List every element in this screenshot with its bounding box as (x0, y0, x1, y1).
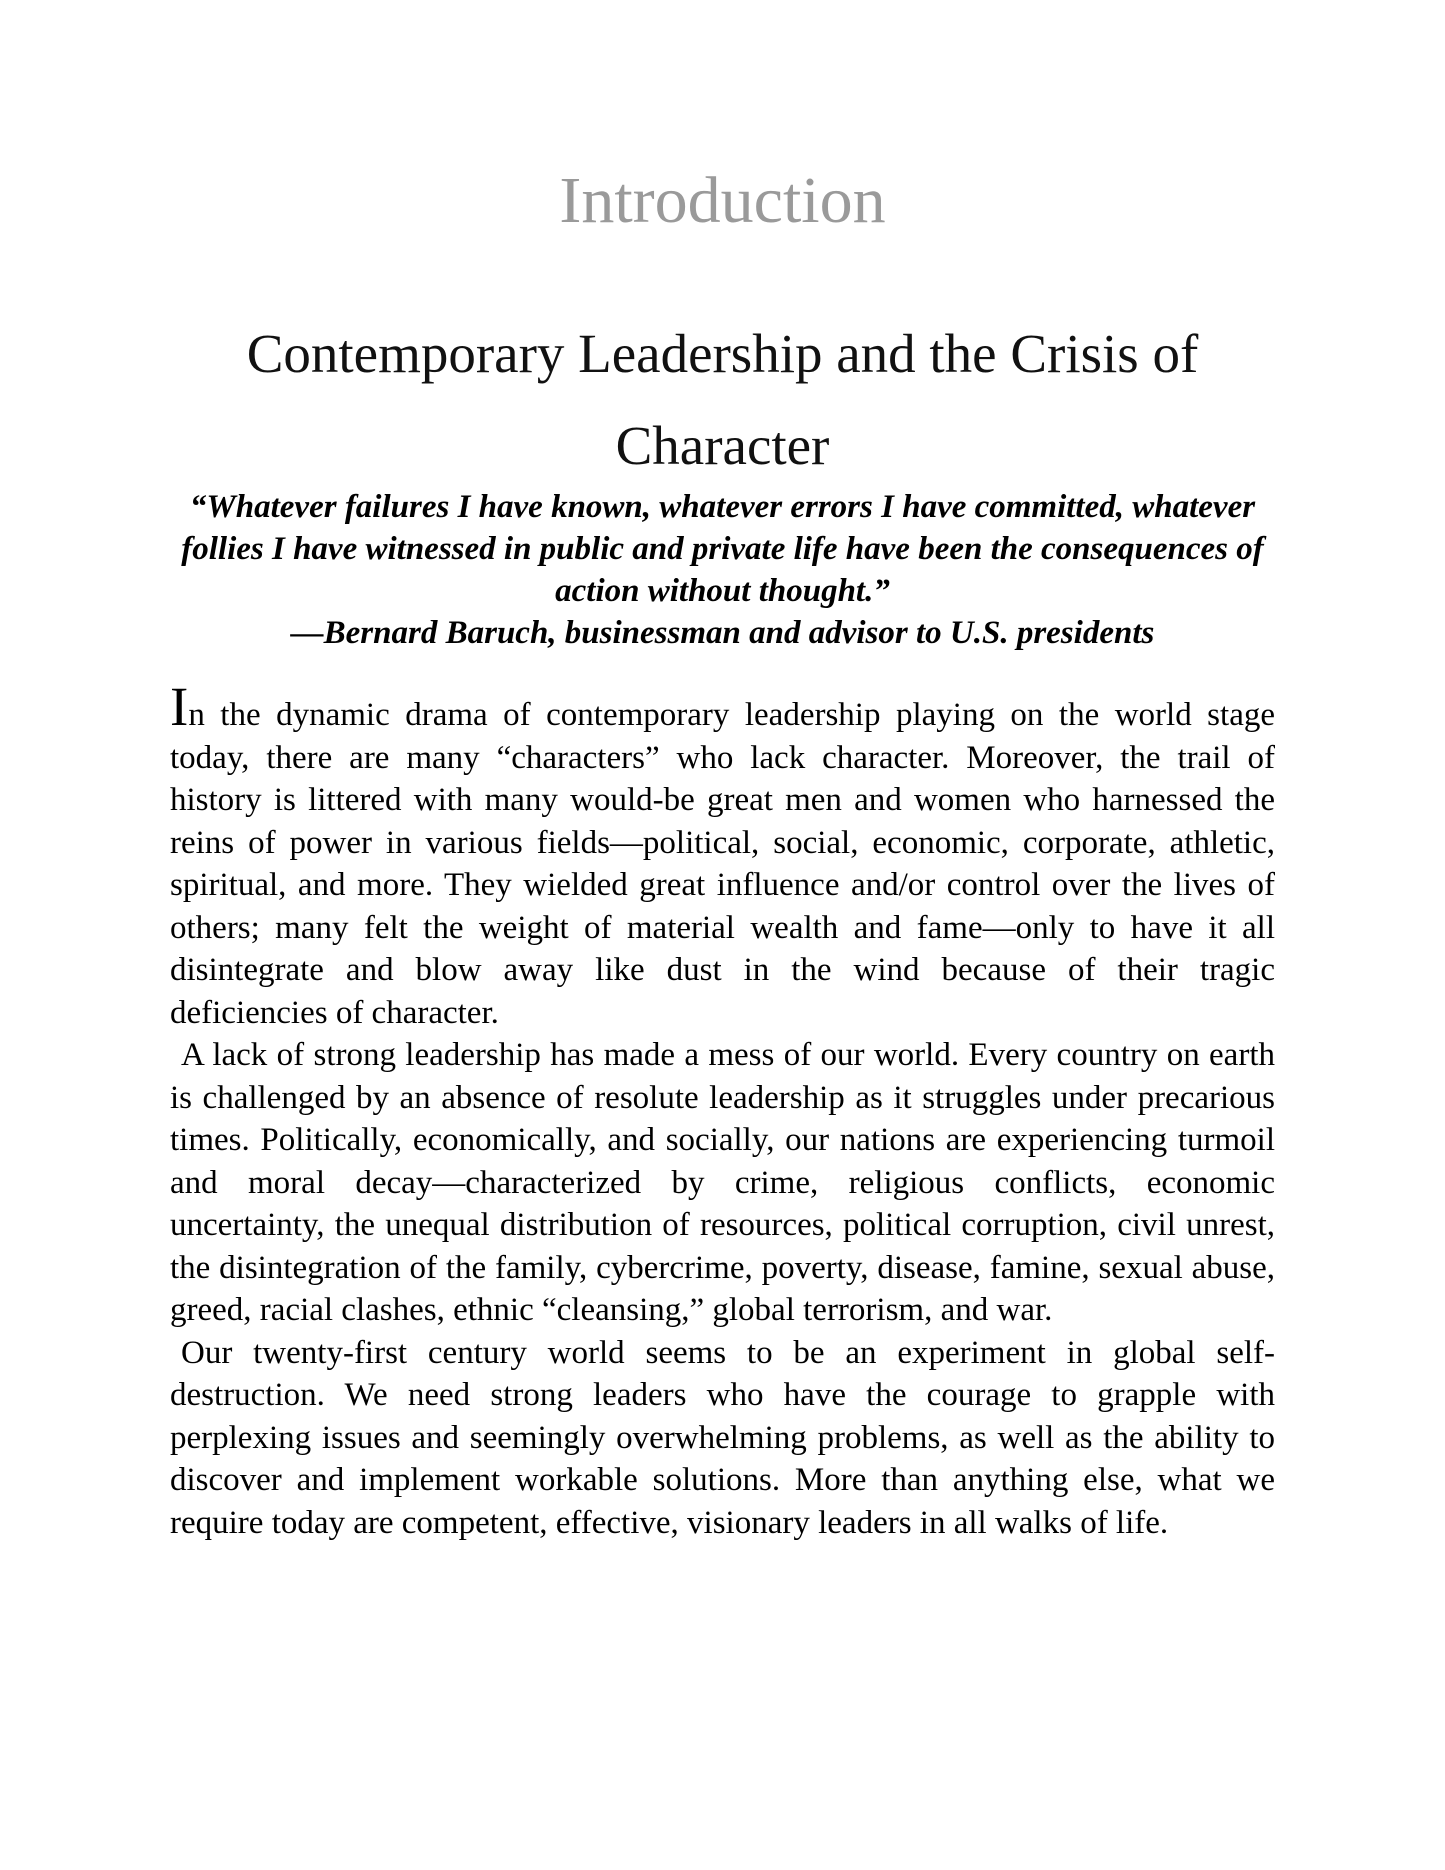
epigraph-attribution: —Bernard Baruch, businessman and advisor to U.S. presidents (290, 615, 1155, 651)
paragraph-text: n the dynamic drama of contemporary leadership playing on the world stage today, there are many “characters” who lack character. Moreover, the trail of history is littered with many would-be great men and women who harnessed the reins of power in various fields—political, social, economic, corporate, athletic, spiritual, and more. They wielded great influence and/or control over the lives of others; many felt the weight of material wealth and fame—only to have it all disintegrate and blow away like dust in the wind because of their tragic deficiencies of character. (170, 697, 1275, 1031)
epigraph (150, 486, 1295, 654)
chapter-title: Contemporary Leadership and the Crisis of Character (246, 323, 1199, 476)
body-text (170, 676, 1275, 1544)
paragraph: A lack of strong leadership has made a mess of our world. Every country on earth is challenged by an absence of resolute leadership as it struggles under precarious times. Politically, economically, and socially, our nations are experiencing turmoil and moral decay—characterized by crime, religious conflicts, economic uncertainty, the unequal distribution of resources, political corruption, civil unrest, the disintegration of the family, cybercrime, poverty, disease, famine, sexual abuse, greed, racial clashes, ethnic “cleansing,” global terrorism, and war. (170, 1037, 1275, 1328)
drop-cap: I (170, 676, 189, 737)
paragraph (170, 676, 1275, 1034)
epigraph-quote: “Whatever failures I have known, whatever errors I have committed, whatever follies I have witnessed in public and private life have been the consequences of action without thought.” (181, 489, 1264, 609)
paragraph: Our twenty-first century world seems to be an experiment in global self-destruction. We need strong leaders who have the courage to grapple with perplexing issues and seemingly overwhelming problems, as well as the ability to discover and implement workable solutions. More than anything else, what we require today are competent, effective, visionary leaders in all walks of life. (170, 1334, 1275, 1541)
chapter-label: Introduction (559, 164, 886, 237)
